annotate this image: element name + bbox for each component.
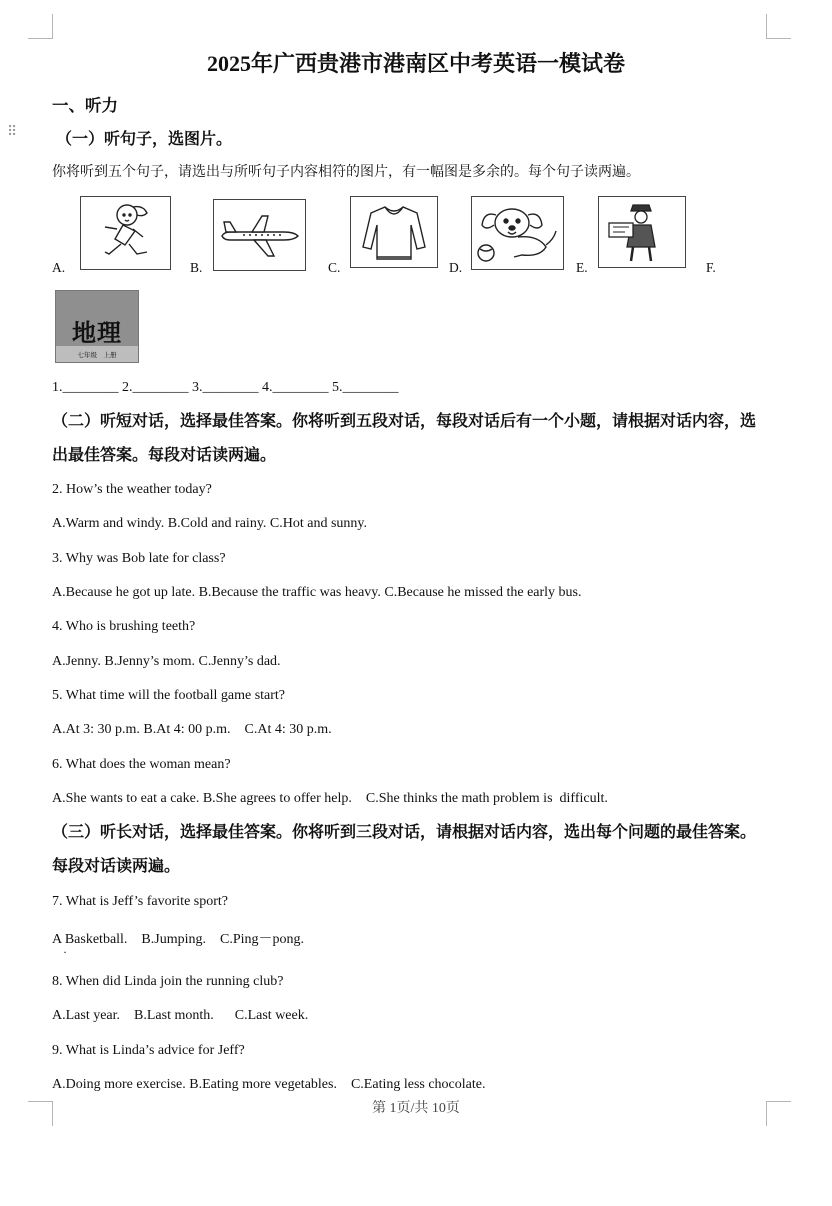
part1-heading: （一）听句子，选图片。 (56, 131, 233, 148)
answer-options-8: A.Last year. B.Last month. C.Last week. (52, 1008, 309, 1023)
page-number: 第 1页/共 10页 (372, 1101, 460, 1116)
option-letter-b: B. (190, 260, 203, 275)
question-6: 6. What does the woman mean? (52, 757, 231, 772)
part1-instruction: 你将听到五个句子，请选出与所听句子内容相符的图片，有一幅图是多余的。每个句子读两遍。 (52, 164, 640, 180)
running-girl-picture (80, 196, 171, 270)
option-letter-a: A. (52, 260, 66, 275)
answer-options-7: A Basketball. B.Jumping. C.Ping－pong. (52, 932, 305, 947)
airplane-picture (213, 199, 306, 271)
question-7: 7. What is Jeff’s favorite sport? (52, 894, 228, 909)
page-title: 2025年广西贵港市港南区中考英语一模试卷 (206, 51, 625, 76)
answer-options-6: A.She wants to eat a cake. B.She agrees to offer help. C.She thinks the math problem is difficult. (52, 791, 608, 806)
running-girl-icon (81, 197, 170, 269)
question-3: 3. Why was Bob late for class? (52, 551, 226, 566)
option-letter-e: E. (576, 260, 588, 275)
puppy-picture (471, 196, 564, 270)
puppy-icon (472, 197, 563, 269)
option-letter-d: D. (449, 260, 463, 275)
answer-options-5: A.At 3: 30 p.m. B.At 4: 00 p.m. C.At 4: 30 p.m. (52, 722, 332, 737)
question-8: 8. When did Linda join the running club? (52, 974, 284, 989)
question-5: 5. What time will the football game start? (52, 688, 286, 703)
question-9: 9. What is Linda’s advice for Jeff? (52, 1043, 245, 1058)
option-letter-c: C. (328, 260, 341, 275)
sweater-picture (350, 196, 438, 268)
crop-mark-top-left (28, 14, 53, 39)
question-2: 2. How’s the weather today? (52, 482, 212, 497)
sweater-icon (351, 197, 437, 267)
answer-options-4: A.Jenny. B.Jenny’s mom. C.Jenny’s dad. (52, 654, 281, 669)
answer-blanks: 1.________ 2.________ 3.________ 4.________ 5.________ (52, 380, 399, 395)
drag-handle-icon[interactable]: ⠿ (7, 124, 15, 140)
answer-options-9: A.Doing more exercise. B.Eating more vegetables. C.Eating less chocolate. (52, 1077, 486, 1092)
question-4: 4. Who is brushing teeth? (52, 619, 196, 634)
answer-options-2: A.Warm and windy. B.Cold and rainy. C.Hot and sunny. (52, 516, 367, 531)
part2-heading: （二）听短对话，选择最佳答案。你将听到五段对话，每段对话后有一个小题，请根据对话内容，选出最佳答案。每段对话读两遍。 (52, 413, 757, 464)
answer-options-3: A.Because he got up late. B.Because the traffic was heavy. C.Because he missed the early bus. (52, 585, 582, 600)
stray-dot: · (63, 945, 67, 959)
part3-heading: （三）听长对话，选择最佳答案。你将听到三段对话，请根据对话内容，选出每个问题的最佳答案。每段对话读两遍。 (52, 824, 757, 875)
geography-book-picture (55, 290, 139, 363)
crop-mark-top-right (766, 14, 791, 39)
book-title: 地理 (72, 319, 122, 347)
book-subtitle: 七年级 上册 (77, 351, 117, 359)
man-with-sign-picture (598, 196, 686, 268)
section-heading-listening: 一、听力 (52, 96, 118, 115)
airplane-icon (214, 200, 305, 270)
man-with-sign-icon (599, 197, 685, 267)
option-letter-f: F. (706, 260, 716, 275)
